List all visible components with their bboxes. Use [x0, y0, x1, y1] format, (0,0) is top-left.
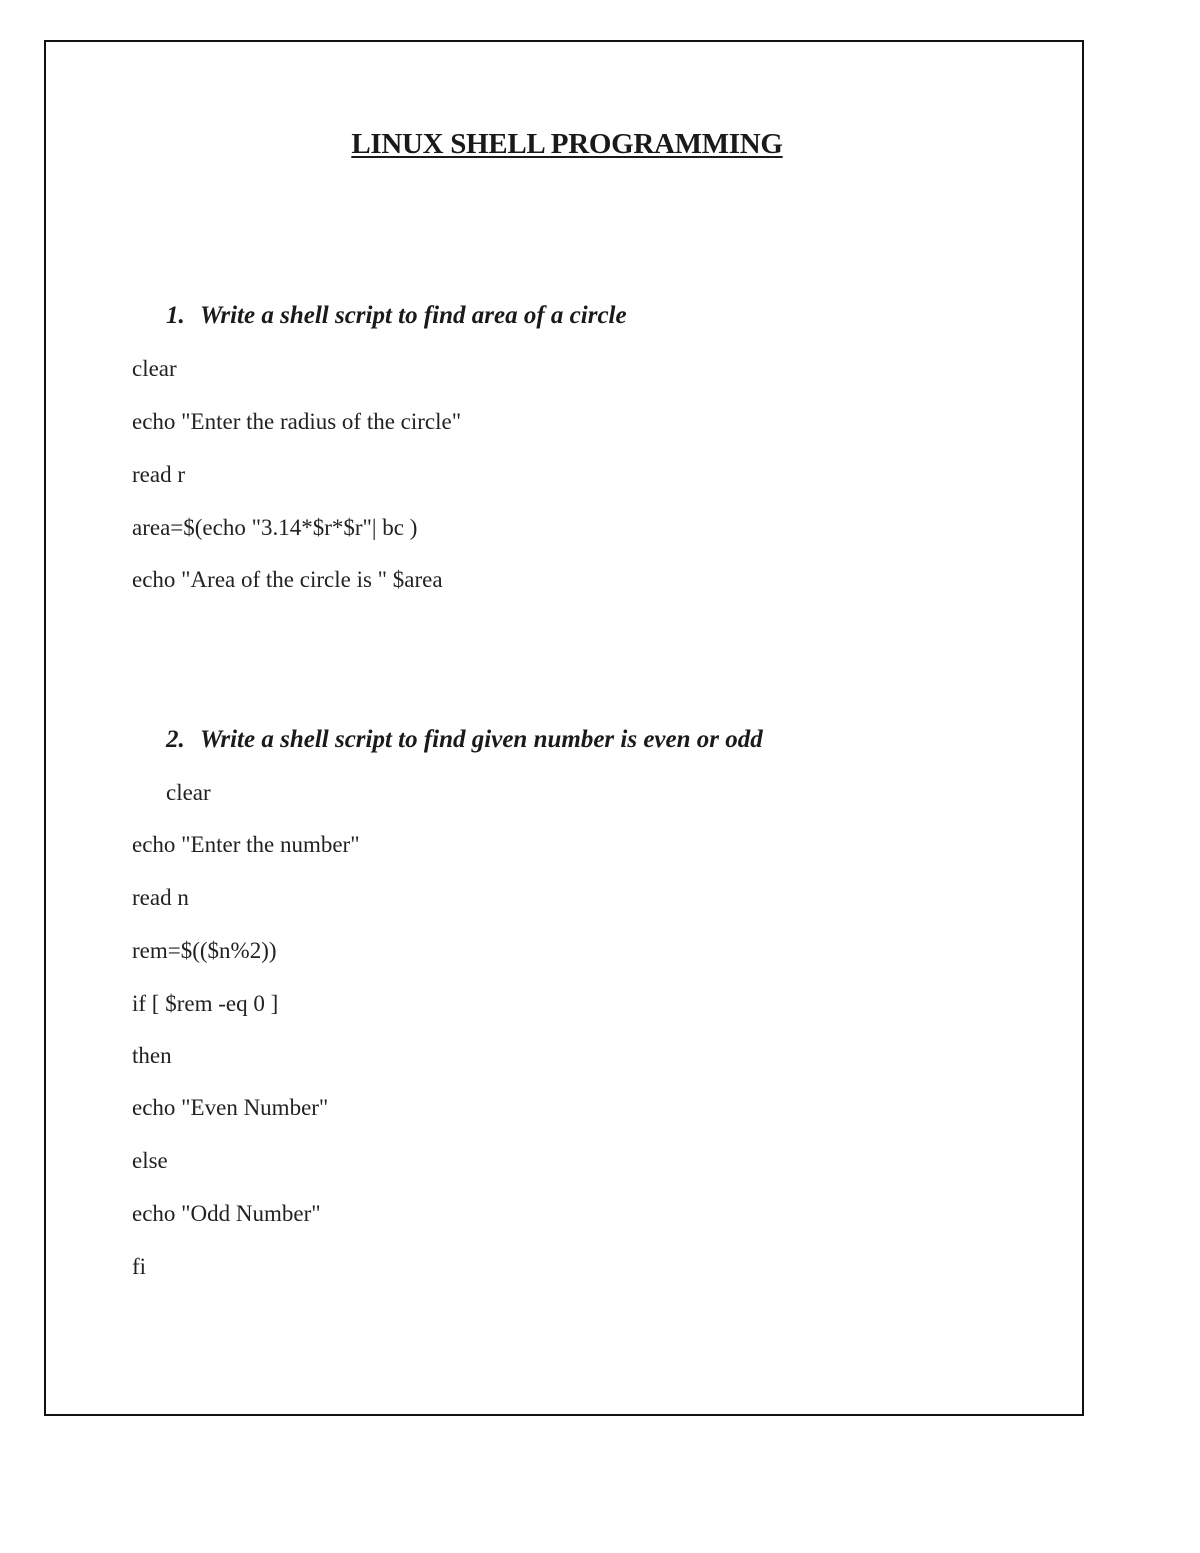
question-2-text: Write a shell script to find given number is even or odd	[200, 726, 763, 753]
question-1-text: Write a shell script to find area of a circle	[200, 302, 627, 329]
question-2-number: 2.	[166, 726, 185, 753]
q1-code-line-2: echo "Enter the radius of the circle"	[132, 409, 462, 434]
q2-code-line-8: else	[132, 1148, 168, 1173]
q1-code-line-5: echo "Area of the circle is " $area	[132, 567, 443, 592]
document-title: LINUX SHELL PROGRAMMING	[351, 128, 783, 160]
q2-code-line-5: if [ $rem -eq 0 ]	[132, 991, 279, 1016]
q2-code-line-10: fi	[132, 1254, 147, 1279]
q1-code-line-4: area=$(echo "3.14*$r*$r"| bc )	[132, 515, 418, 540]
q2-code-line-1: clear	[166, 780, 211, 805]
q2-code-line-7: echo "Even Number"	[132, 1095, 329, 1120]
question-2-heading	[166, 726, 763, 754]
question-1-number: 1.	[166, 302, 185, 329]
q2-code-line-3: read n	[132, 885, 189, 910]
q2-code-line-6: then	[132, 1043, 172, 1068]
question-1-heading	[166, 302, 627, 330]
q1-code-line-3: read r	[132, 462, 185, 487]
q2-code-line-9: echo "Odd Number"	[132, 1201, 321, 1226]
q1-code-line-1: clear	[132, 356, 177, 381]
q2-code-line-4: rem=$(($n%2))	[132, 938, 277, 963]
q2-code-line-2: echo "Enter the number"	[132, 832, 360, 857]
